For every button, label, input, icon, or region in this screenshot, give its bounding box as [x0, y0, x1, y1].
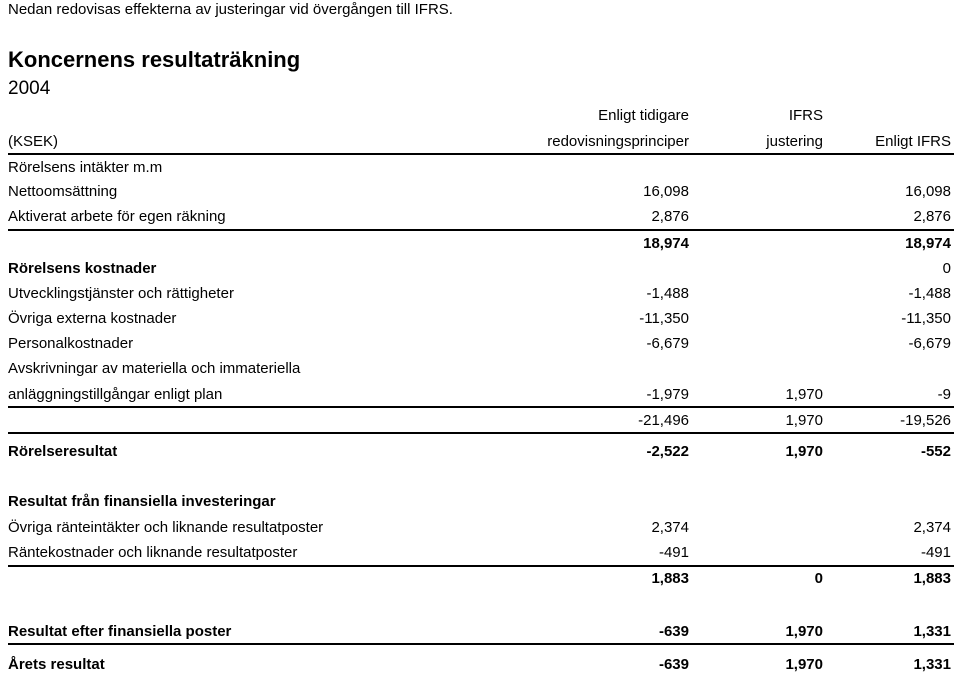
row-value-col3: 1,331: [913, 623, 951, 640]
col2-header-line1: IFRS: [788, 107, 823, 124]
row-value-col1: 18,974: [643, 235, 689, 252]
row-value-col3: 0: [942, 260, 951, 277]
result-row: [8, 440, 954, 464]
row-label: Aktiverat arbete för egen räkning: [8, 208, 226, 225]
row-value-col3: -552: [920, 443, 951, 460]
row-value-col2: 1,970: [785, 443, 823, 460]
section-heading: Resultat från finansiella investeringar: [8, 493, 276, 510]
row-value-col1: -6,679: [646, 335, 689, 352]
row-value-col3: -1,488: [908, 285, 951, 302]
row-value-col2: 1,970: [785, 623, 823, 640]
row-label: Avskrivningar av materiella och immateriella: [8, 360, 301, 377]
table-row: [8, 282, 954, 306]
table-row: [8, 357, 954, 381]
row-value-col2: 1,970: [785, 386, 823, 403]
table-row: [8, 332, 954, 356]
header-divider: [8, 153, 954, 155]
row-value-col1: 16,098: [643, 183, 689, 200]
row-value-col3: -9: [937, 386, 951, 403]
row-label: anläggningstillgångar enligt plan: [8, 386, 223, 403]
col2-header-line2: justering: [766, 133, 823, 150]
subtotal-row: [8, 567, 954, 591]
row-value-col3: -19,526: [900, 412, 951, 429]
subtotal-row: [8, 232, 954, 256]
unit-label: (KSEK): [8, 133, 59, 150]
row-value-col3: 2,374: [913, 519, 951, 536]
row-value-col1: -639: [658, 656, 689, 673]
row-value-col1: -491: [658, 544, 689, 561]
row-label: Övriga ränteintäkter och liknande resultatposter: [8, 519, 324, 536]
row-label: Utvecklingstjänster och rättigheter: [8, 285, 234, 302]
table-row: [8, 307, 954, 331]
section-heading: Rörelsens kostnader: [8, 260, 157, 277]
row-value-col3: -491: [920, 544, 951, 561]
row-value-col2: 1,970: [785, 656, 823, 673]
row-value-col1: -1,488: [646, 285, 689, 302]
section-heading-row: [8, 490, 954, 514]
subtotal-divider: [8, 432, 954, 434]
row-value-col1: -11,350: [639, 310, 689, 327]
table-row: [8, 516, 954, 540]
row-label: Övriga externa kostnader: [8, 310, 177, 327]
row-value-col3: 2,876: [913, 208, 951, 225]
row-value-col1: -1,979: [646, 386, 689, 403]
report-year: 2004: [8, 78, 51, 99]
table-row: [8, 180, 954, 204]
row-value-col3: 1,331: [913, 656, 951, 673]
table-row: [8, 205, 954, 229]
row-value-col1: -639: [658, 623, 689, 640]
row-value-col1: 2,876: [651, 208, 689, 225]
row-value-col1: 2,374: [651, 519, 689, 536]
table-row: [8, 257, 954, 281]
col3-header-line2: Enligt IFRS: [875, 133, 951, 150]
subtotal-divider: [8, 406, 954, 408]
row-value-col1: -21,496: [638, 412, 689, 429]
result-row: [8, 620, 954, 644]
column-header-row-1: [8, 104, 954, 128]
column-header-row-2: [8, 130, 954, 154]
page-title: Koncernens resultaträkning: [8, 47, 301, 72]
row-label: Rörelseresultat: [8, 443, 118, 460]
subtotal-divider: [8, 229, 954, 231]
final-result-row: [8, 653, 954, 677]
result-divider: [8, 643, 954, 645]
col1-header-line2: redovisningsprinciper: [547, 133, 689, 150]
row-value-col2: 1,970: [785, 412, 823, 429]
table-row: [8, 383, 954, 407]
table-row: [8, 541, 954, 565]
row-label: Nettoomsättning: [8, 183, 118, 200]
row-label: Resultat efter finansiella poster: [8, 623, 232, 640]
col1-header-line1: Enligt tidigare: [598, 107, 689, 124]
row-label: Rörelsens intäkter m.m: [8, 159, 163, 176]
row-value-col1: -2,522: [646, 443, 689, 460]
row-value-col3: -11,350: [901, 310, 951, 327]
row-value-col3: 1,883: [913, 570, 951, 587]
row-label: Årets resultat: [8, 656, 105, 673]
row-value-col2: 0: [814, 570, 823, 587]
row-value-col3: 16,098: [905, 183, 951, 200]
row-value-col1: 1,883: [651, 570, 689, 587]
row-value-col3: -6,679: [908, 335, 951, 352]
table-row: [8, 156, 954, 180]
row-value-col3: 18,974: [905, 235, 951, 252]
row-label: Räntekostnader och liknande resultatposter: [8, 544, 298, 561]
row-label: Personalkostnader: [8, 335, 134, 352]
intro-text: Nedan redovisas effekterna av justeringar vid övergången till IFRS.: [8, 1, 453, 18]
subtotal-row: [8, 409, 954, 433]
